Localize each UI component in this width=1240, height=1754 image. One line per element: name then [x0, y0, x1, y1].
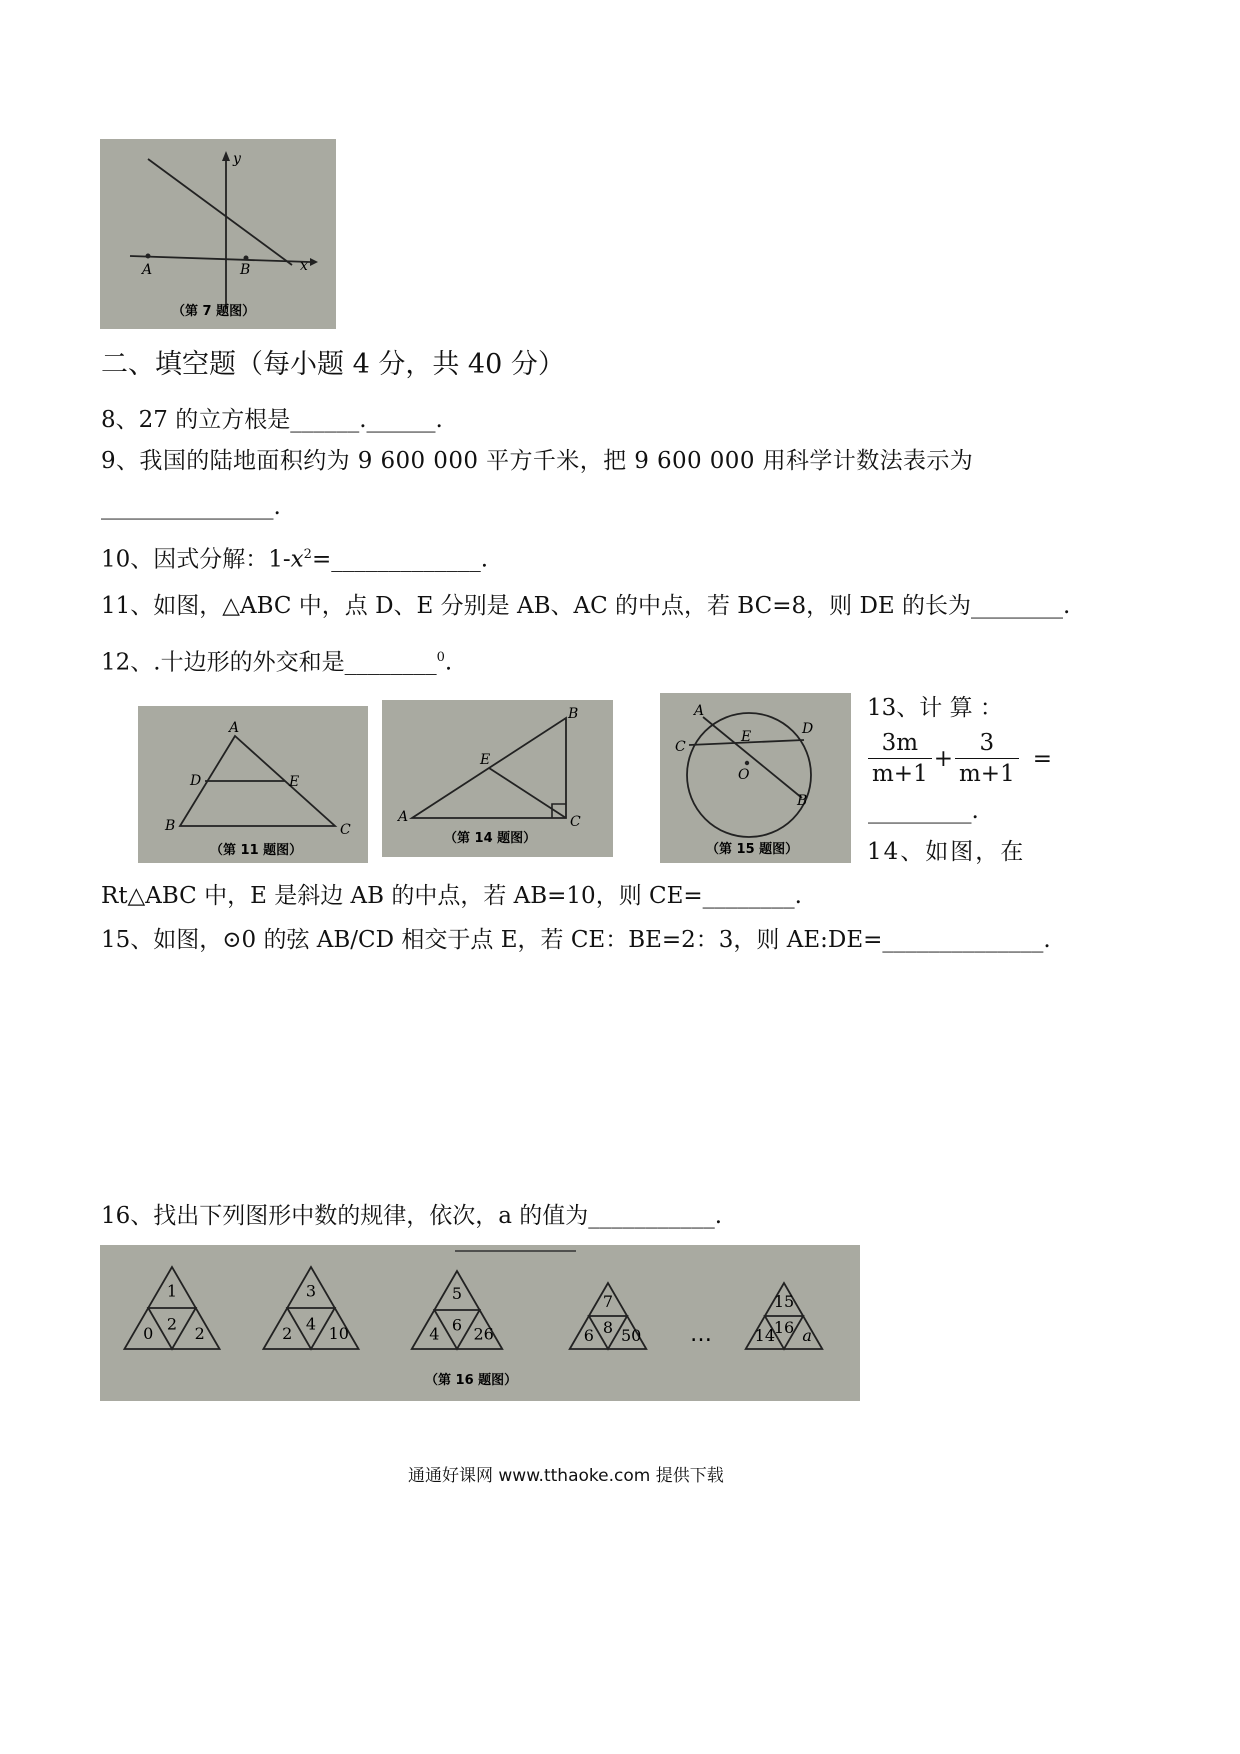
figure-15 — [660, 693, 851, 863]
x-label: x — [300, 258, 308, 274]
section-heading: 二、填空题（每小题 4 分，共 40 分） — [101, 349, 565, 380]
label-c: C — [675, 739, 686, 755]
top-number: 1 — [166, 1281, 178, 1301]
fraction-2 — [955, 728, 1019, 789]
question-13-expression — [868, 728, 1052, 789]
top-number: 3 — [305, 1281, 317, 1301]
left-number: 4 — [429, 1324, 440, 1344]
figure-14-diagram — [382, 700, 613, 857]
right-number: 10 — [328, 1324, 349, 1344]
left-number: 0 — [143, 1324, 154, 1344]
question-8: 8、27 的立方根是______.______. — [101, 407, 443, 433]
top-number: 15 — [773, 1291, 795, 1311]
label-c: C — [570, 814, 581, 830]
question-13-blank: _________. — [868, 798, 979, 824]
figure-15-caption: （第 15 题图） — [706, 842, 799, 857]
number-triangle-3 — [412, 1271, 502, 1349]
question-14-line1: 14、如图，在 — [867, 839, 1026, 865]
q10-variable: x — [290, 546, 304, 573]
fraction-2-denominator: m+1 — [959, 761, 1015, 787]
figure-14-caption: （第 14 题图） — [444, 831, 537, 846]
figure-16 — [100, 1245, 860, 1401]
figure-16-diagram — [100, 1245, 860, 1401]
figure-15-diagram — [660, 693, 851, 863]
label-c: C — [340, 822, 351, 838]
question-9-line2: _______________. — [101, 494, 281, 520]
label-e: E — [741, 729, 752, 745]
footer-text: 通通好课网 www.tthaoke.com 提供下载 — [408, 1466, 724, 1486]
label-a: A — [694, 703, 705, 719]
question-14-line2: Rt△ABC 中，E 是斜边 AB 的中点，若 AB=10，则 CE=________. — [101, 883, 802, 909]
middle-number: 2 — [166, 1314, 178, 1334]
middle-number: 6 — [451, 1315, 463, 1335]
q10-suffix: =_____________. — [311, 546, 489, 573]
chord-ab — [703, 717, 802, 798]
middle-number: 8 — [602, 1318, 614, 1338]
q12-prefix: 12、.十边形的外交和是________ — [101, 649, 437, 676]
label-b: B — [568, 706, 579, 722]
q12-suffix: . — [444, 649, 453, 676]
ellipsis: … — [690, 1322, 712, 1347]
label-d: D — [802, 721, 814, 737]
figure-11-caption: （第 11 题图） — [210, 843, 303, 858]
segment-ce — [489, 768, 566, 818]
question-11: 11、如图，△ABC 中，点 D、E 分别是 AB、AC 的中点，若 BC=8，则 DE 的长为________. — [101, 593, 1071, 619]
a-label: A — [142, 262, 153, 278]
fraction-2-numerator: 3 — [955, 728, 1019, 759]
q10-exponent: 2 — [303, 547, 312, 562]
line-graph — [148, 159, 292, 265]
label-a: A — [398, 809, 409, 825]
top-number: 7 — [602, 1291, 614, 1311]
fraction-1-denominator: m+1 — [872, 761, 928, 787]
b-label: B — [240, 262, 251, 278]
question-10 — [101, 540, 488, 575]
label-b: B — [797, 793, 808, 809]
right-number: 2 — [194, 1324, 205, 1344]
label-e: E — [480, 752, 491, 768]
equals-sign: = — [1032, 745, 1052, 772]
number-triangle-1 — [124, 1267, 219, 1349]
middle-number: 4 — [305, 1314, 317, 1334]
top-number: 5 — [451, 1284, 463, 1304]
fraction-1-numerator: 3m — [868, 728, 932, 759]
number-triangle-2 — [263, 1267, 358, 1349]
point-b — [244, 256, 249, 261]
question-9-line1: 9、我国的陆地面积约为 9 600 000 平方千米，把 9 600 000 用科学计数法表示为 — [101, 448, 974, 474]
point-a — [146, 254, 151, 259]
left-number: 6 — [583, 1326, 594, 1346]
middle-number: 16 — [773, 1318, 795, 1338]
q10-prefix: 10、因式分解：1- — [101, 546, 291, 573]
center-o — [745, 761, 749, 765]
figure-7-graph — [100, 139, 336, 329]
figure-16-caption: （第 16 题图） — [425, 1373, 518, 1388]
triangle-pattern-group — [124, 1267, 822, 1349]
figure-7 — [100, 139, 336, 329]
figure-14 — [382, 700, 613, 857]
right-number: 26 — [473, 1324, 494, 1344]
y-label: y — [233, 151, 241, 167]
figure-7-caption: （第 7 题图） — [172, 304, 256, 319]
question-12 — [101, 643, 452, 678]
label-e: E — [289, 774, 300, 790]
fraction-1 — [868, 728, 932, 789]
figure-11-diagram — [138, 706, 368, 863]
left-number: 2 — [282, 1324, 293, 1344]
question-15: 15、如图，⊙0 的弦 AB/CD 相交于点 E，若 CE：BE=2：3，则 AE:DE=______________. — [101, 927, 1051, 953]
question-16: 16、找出下列图形中数的规律，依次，a 的值为___________. — [101, 1203, 723, 1229]
figure-11 — [138, 706, 368, 863]
plus-sign: + — [933, 745, 953, 772]
number-triangle-4 — [570, 1283, 647, 1349]
label-d: D — [190, 773, 202, 789]
label-a: A — [229, 720, 240, 736]
right-number: 50 — [620, 1326, 642, 1346]
question-13-label: 13、计 算 ： — [867, 695, 1003, 721]
right-number: a — [802, 1326, 812, 1346]
q12-degree: 0 — [436, 650, 445, 665]
label-b: B — [165, 818, 176, 834]
left-number: 14 — [754, 1326, 776, 1346]
label-o: O — [738, 767, 750, 783]
number-triangle-5 — [746, 1283, 823, 1349]
